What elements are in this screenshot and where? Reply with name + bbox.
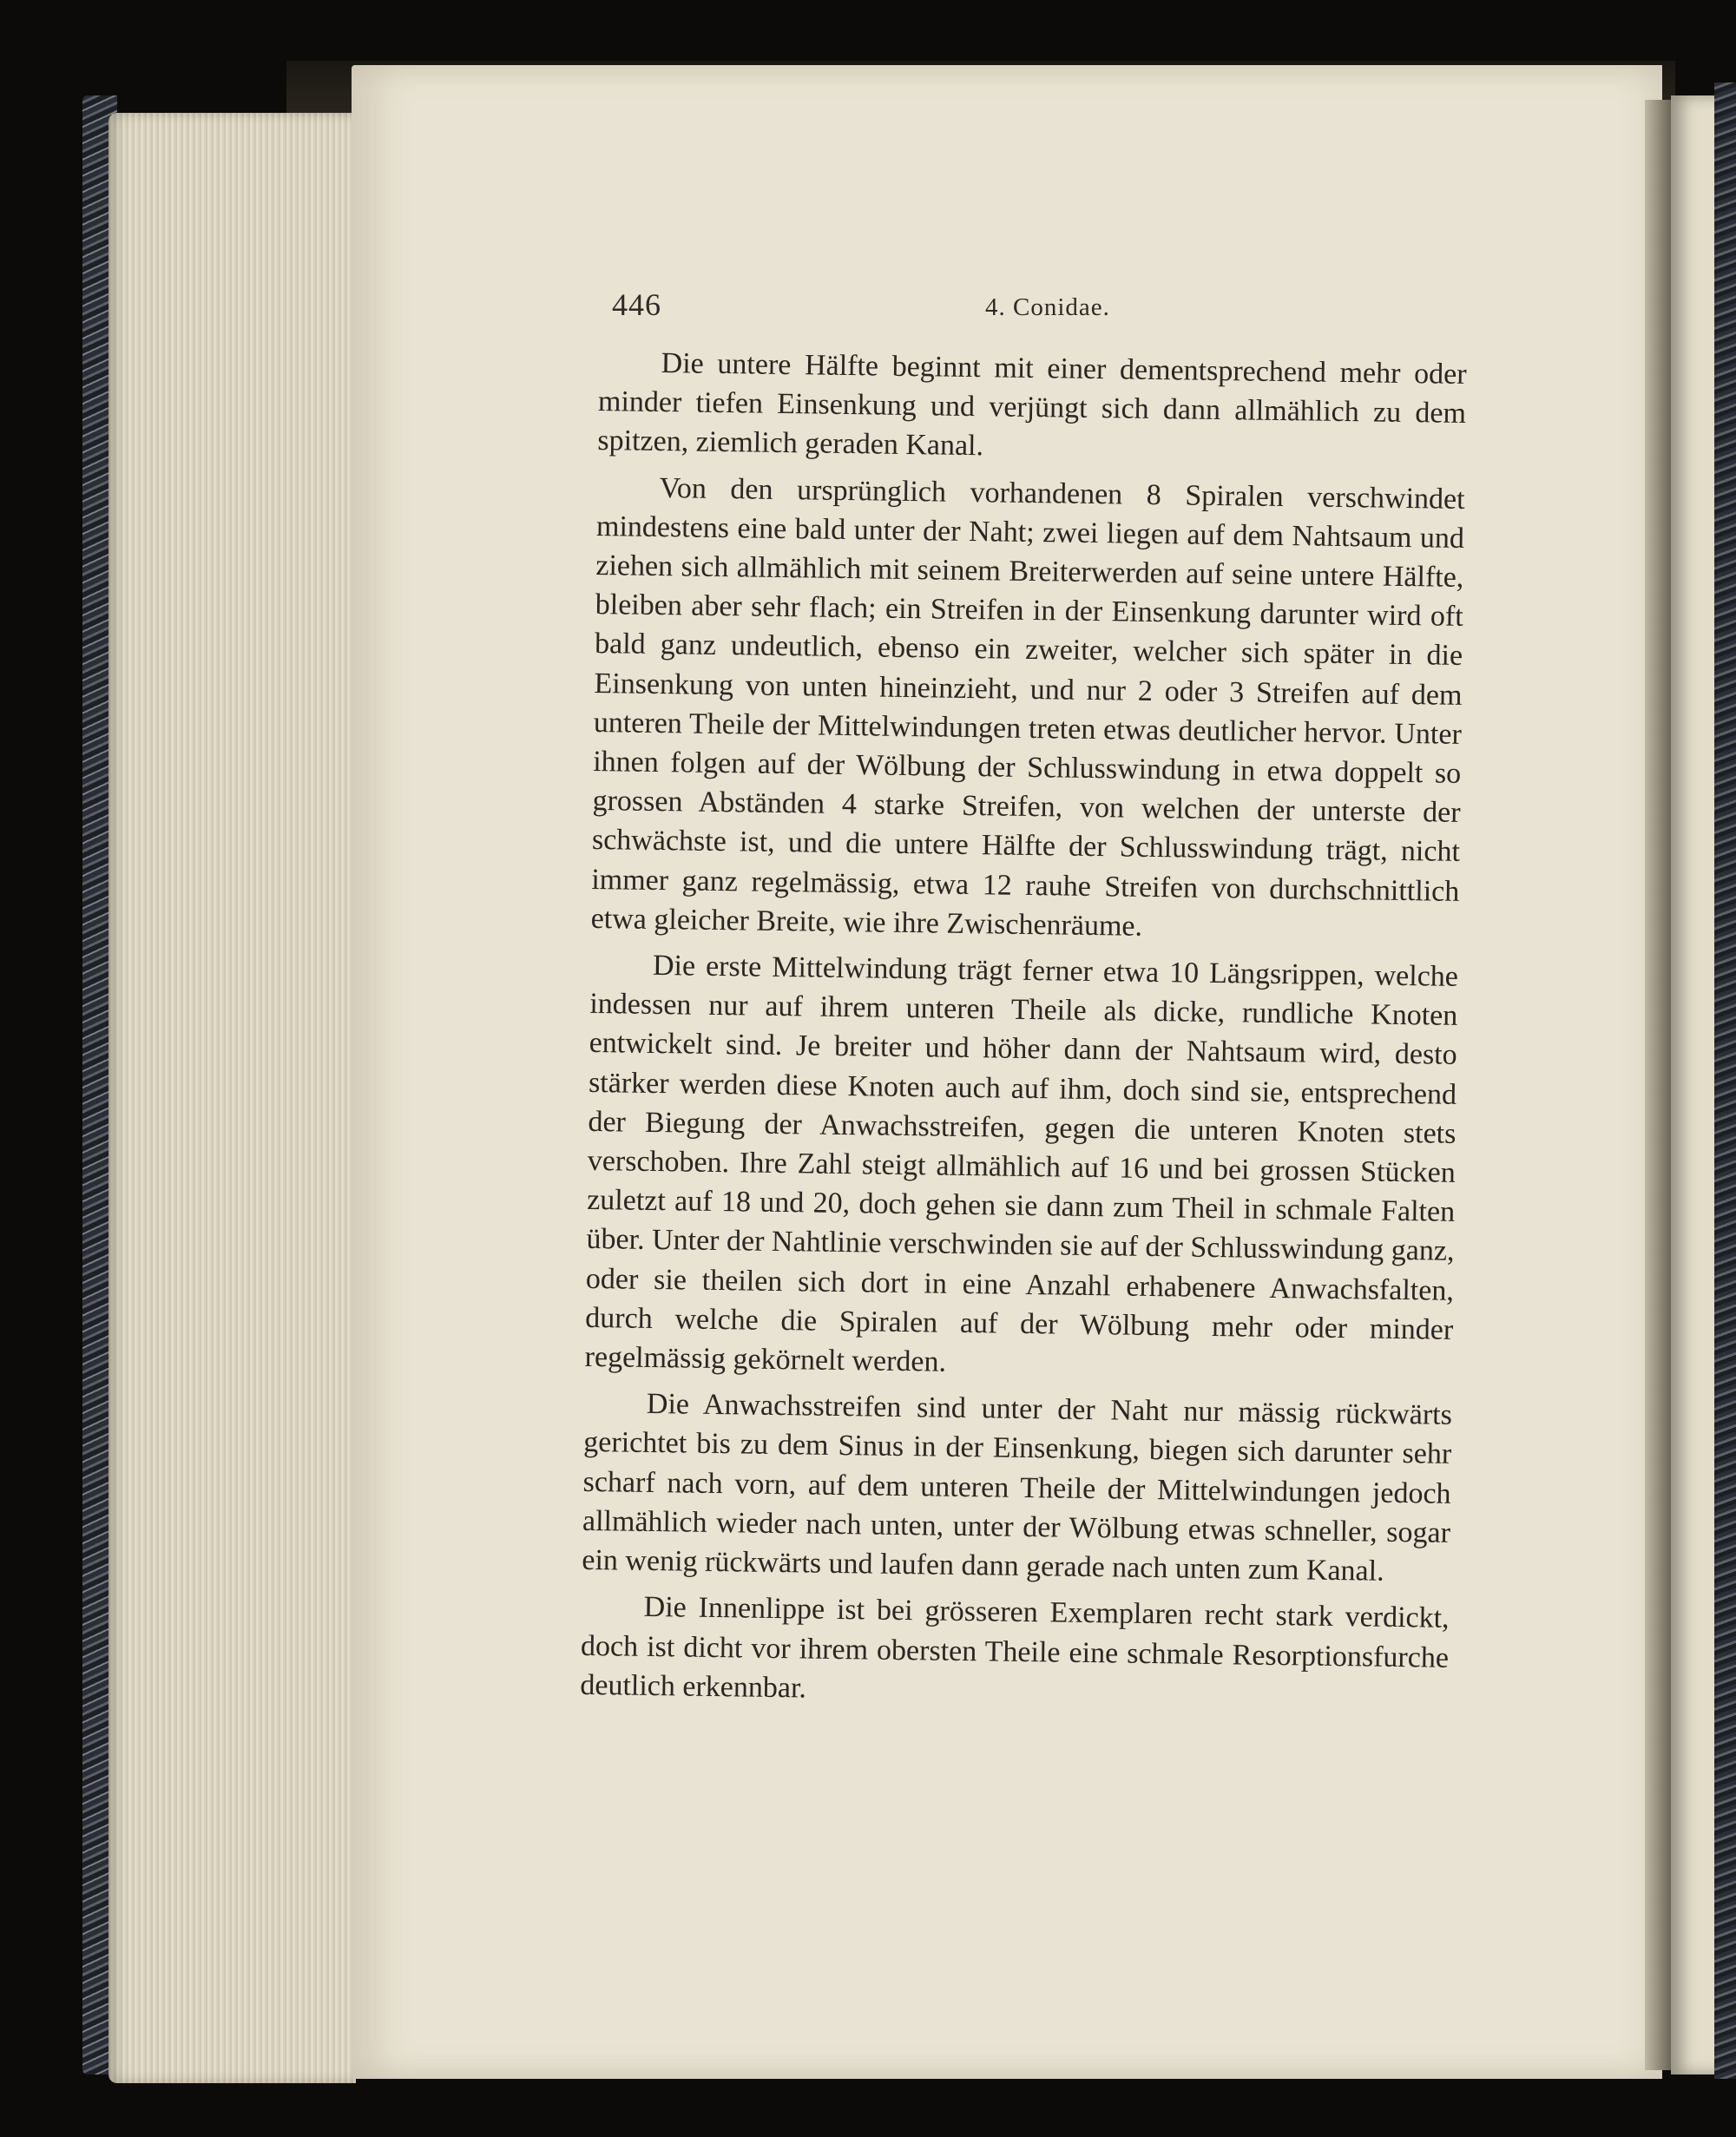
body-text — [580, 343, 1467, 1724]
running-title: 4. Conidae. — [985, 293, 1110, 321]
page-stack-fore-edge — [108, 113, 356, 2083]
paragraph: Die Anwachsstreifen sind unter der Naht nur mässig rückwärts gerichtet bis zu dem Sinus in der Einsenkung, biegen sich darunter sehr scharf nach vorn, auf dem unteren Theile der Mittelwindungen jedoch allmählich wieder nach unten, unter der Wölbung etwas schneller, sogar ein wenig rückwärts und laufen dann gerade nach unten zum Kanal. — [582, 1388, 1453, 1588]
paragraph: Die erste Mittelwindung trägt ferner etwa 10 Längsrippen, welche indessen nur auf ihrem unteren Theile als dicke, rundliche Knoten entwickelt sind. Je breiter und höher dann der Nahtsaum wird, desto stärker werden diese Knoten auch auf ihm, doch sind sie, entsprechend der Biegung der Anwachsstreifen, gegen die unteren Knoten stets verschoben. Ihre Zahl steigt allmählich auf 16 und bei grossen Stücken zuletzt auf 18 und 20, doch gehen sie dann zum Theil in schmale Falten über. Unter der Nahtlinie verschwinden sie auf der Schlusswindung ganz, oder sie theilen sich dort in eine Anzahl erhabenere Anwachsfalten, durch welche die Spiralen auf der Wölbung mehr oder minder regelmässig gekörnelt werden. — [584, 949, 1459, 1378]
paragraph: Von den ursprünglich vorhandenen 8 Spiralen verschwindet mindestens eine bald unter der Naht; zwei liegen auf dem Nahtsaum und ziehen sich allmählich mit seinem Breiterwerden auf seine untere Hälfte, bleiben aber sehr flach; ein Streifen in der Einsenkung darunter wird oft bald ganz undeutlich, ebenso ein zweiter, welcher sich später in die Einsenkung von unten hineinzieht, und nur 2 oder 3 Streifen auf dem unteren Theile der Mittelwindungen treten etwas deutlicher hervor. Unter ihnen folgen auf der Wölbung der Schlusswindung in etwa doppelt so grossen Abständen 4 starke Streifen, von welchen der unterste der schwächste ist, und die untere Hälfte der Schlusswindung trägt, nicht immer ganz regelmässig, etwa 12 rauhe Streifen von durchschnittlich etwa gleicher Breite, wie ihre Zwischenräume. — [590, 471, 1465, 943]
page-number: 446 — [612, 287, 661, 322]
paragraph: Die untere Hälfte beginnt mit einer dementsprechend mehr oder minder tiefen Einsenkung und verjüngt sich dann allmählich zu dem spitzen, ziemlich geraden Kanal. — [597, 347, 1467, 463]
paragraph: Die Innenlippe ist bei grösseren Exemplaren recht stark verdickt, doch ist dicht vor ihrem obersten Theile eine schmale Resorptionsfurche deutlich erkennbar. — [580, 1591, 1450, 1705]
marbled-cover-edge-right — [1714, 82, 1736, 2079]
page-header — [612, 286, 1124, 330]
